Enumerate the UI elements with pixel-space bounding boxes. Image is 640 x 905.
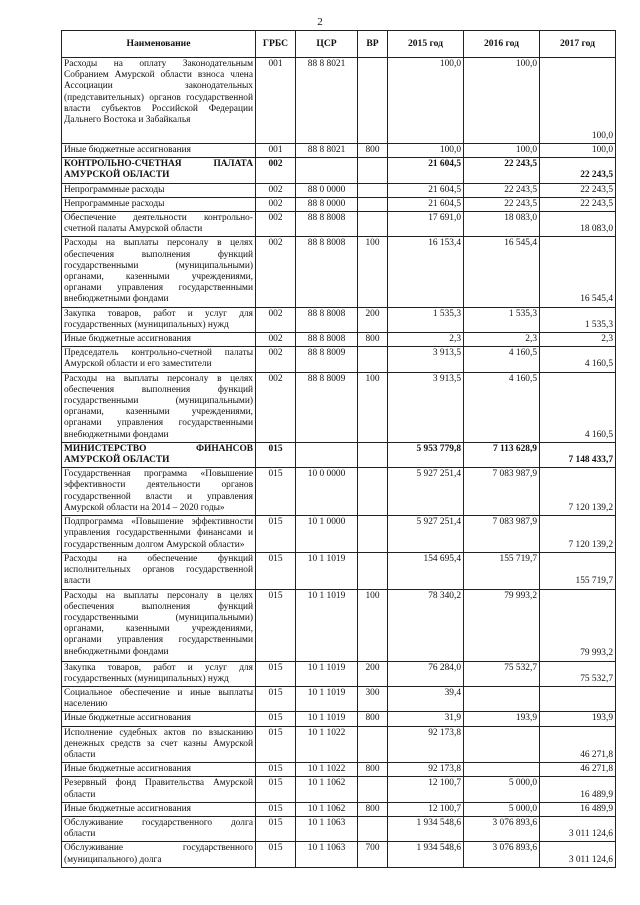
row-vr-cell: 800 [358, 144, 388, 158]
row-2017-cell: 18 083,0 [540, 212, 616, 237]
table-row [62, 686, 616, 711]
row-2015-cell: 1 934 548,6 [388, 816, 464, 841]
row-2015-cell: 76 284,0 [388, 661, 464, 686]
row-grbs-cell: 015 [256, 816, 296, 841]
row-name-cell: Иные бюджетные ассигнования [62, 763, 256, 777]
row-2016-cell [464, 726, 540, 763]
table-header-row [62, 31, 616, 58]
row-grbs-cell: 015 [256, 442, 296, 467]
row-csr-cell [296, 442, 358, 467]
row-2016-cell: 155 719,7 [464, 552, 540, 589]
row-name-cell: Расходы на обеспечение функций исполнительных органов государственной власти [62, 552, 256, 589]
row-2017-cell: 100,0 [540, 58, 616, 144]
row-2015-cell: 12 100,7 [388, 802, 464, 816]
row-2017-cell: 22 243,5 [540, 183, 616, 197]
row-csr-cell: 10 1 0000 [296, 516, 358, 553]
row-name-cell: Исполнение судебных актов по взысканию денежных средств за счет казны Амурской области [62, 726, 256, 763]
row-grbs-cell: 002 [256, 237, 296, 307]
row-2017-cell: 193,9 [540, 712, 616, 726]
row-name-cell: Расходы на выплаты персоналу в целях обеспечения выполнения функций государственными (муниципальными) органами, казенными учреждениями, органами управления государственными внебюджетными фондами [62, 589, 256, 661]
row-2016-cell: 22 243,5 [464, 197, 540, 211]
row-vr-cell [358, 516, 388, 553]
row-grbs-cell: 015 [256, 516, 296, 553]
row-vr-cell [358, 212, 388, 237]
row-2017-cell: 4 160,5 [540, 347, 616, 372]
row-2015-cell: 5 927 251,4 [388, 516, 464, 553]
row-grbs-cell: 001 [256, 144, 296, 158]
row-2016-cell: 2,3 [464, 333, 540, 347]
row-vr-cell [358, 816, 388, 841]
row-2015-cell: 12 100,7 [388, 777, 464, 802]
row-2017-cell: 1 535,3 [540, 307, 616, 332]
row-grbs-cell: 015 [256, 802, 296, 816]
row-2015-cell: 21 604,5 [388, 197, 464, 211]
row-name-cell: Государственная программа «Повышение эффективности деятельности органов государственной власти и управления Амурской области на 2014 – 2020 годы» [62, 468, 256, 516]
row-grbs-cell: 002 [256, 158, 296, 183]
row-vr-cell: 200 [358, 661, 388, 686]
row-2015-cell: 21 604,5 [388, 158, 464, 183]
row-name-cell: Непрограммные расходы [62, 183, 256, 197]
row-vr-cell: 100 [358, 237, 388, 307]
row-2015-cell: 16 153,4 [388, 237, 464, 307]
column-header-2017: 2017 год [540, 31, 616, 58]
table-row [62, 516, 616, 553]
row-csr-cell: 10 1 1063 [296, 842, 358, 867]
row-2017-cell: 2,3 [540, 333, 616, 347]
row-csr-cell: 88 8 8008 [296, 212, 358, 237]
row-name-cell: Иные бюджетные ассигнования [62, 712, 256, 726]
row-grbs-cell: 015 [256, 686, 296, 711]
row-csr-cell: 88 8 8009 [296, 347, 358, 372]
table-row [62, 237, 616, 307]
column-header-2016: 2016 год [464, 31, 540, 58]
row-2016-cell: 7 083 987,9 [464, 468, 540, 516]
row-vr-cell [358, 442, 388, 467]
row-name-cell: Председатель контрольно-счетной палаты Амурской области и его заместители [62, 347, 256, 372]
row-2015-cell: 2,3 [388, 333, 464, 347]
row-2016-cell: 100,0 [464, 144, 540, 158]
row-2016-cell: 18 083,0 [464, 212, 540, 237]
row-name-cell: Подпрограмма «Повышение эффективности управления государственными финансами и государственным долгом Амурской области» [62, 516, 256, 553]
row-csr-cell: 10 0 0000 [296, 468, 358, 516]
row-2015-cell: 31,9 [388, 712, 464, 726]
row-2016-cell: 79 993,2 [464, 589, 540, 661]
row-csr-cell: 88 8 8009 [296, 372, 358, 442]
table-row [62, 802, 616, 816]
row-2016-cell: 1 535,3 [464, 307, 540, 332]
row-2017-cell: 75 532,7 [540, 661, 616, 686]
budget-table [61, 30, 616, 868]
column-header-name: Наименование [62, 31, 256, 58]
row-2016-cell: 5 000,0 [464, 777, 540, 802]
row-2017-cell: 7 120 139,2 [540, 516, 616, 553]
row-vr-cell [358, 197, 388, 211]
row-vr-cell [358, 468, 388, 516]
row-2016-cell [464, 686, 540, 711]
row-name-cell: Обеспечение деятельности контрольно-счетной палаты Амурской области [62, 212, 256, 237]
row-name-cell: КОНТРОЛЬНО-СЧЕТНАЯ ПАЛАТА АМУРСКОЙ ОБЛАСТИ [62, 158, 256, 183]
row-csr-cell: 88 0 0000 [296, 183, 358, 197]
row-2016-cell: 3 076 893,6 [464, 842, 540, 867]
row-grbs-cell: 015 [256, 468, 296, 516]
row-vr-cell [358, 777, 388, 802]
table-row [62, 144, 616, 158]
row-name-cell: Иные бюджетные ассигнования [62, 802, 256, 816]
row-2017-cell [540, 686, 616, 711]
row-2017-cell: 79 993,2 [540, 589, 616, 661]
table-row [62, 589, 616, 661]
row-2015-cell: 17 691,0 [388, 212, 464, 237]
row-2017-cell: 3 011 124,6 [540, 842, 616, 867]
row-2015-cell: 21 604,5 [388, 183, 464, 197]
table-row [62, 442, 616, 467]
row-csr-cell [296, 158, 358, 183]
row-vr-cell: 800 [358, 712, 388, 726]
row-grbs-cell: 002 [256, 347, 296, 372]
row-2015-cell: 3 913,5 [388, 372, 464, 442]
row-2017-cell: 4 160,5 [540, 372, 616, 442]
row-vr-cell: 100 [358, 589, 388, 661]
row-2016-cell: 193,9 [464, 712, 540, 726]
row-grbs-cell: 002 [256, 333, 296, 347]
row-2015-cell: 3 913,5 [388, 347, 464, 372]
row-2017-cell: 7 148 433,7 [540, 442, 616, 467]
row-csr-cell: 10 1 1019 [296, 686, 358, 711]
row-2017-cell: 46 271,8 [540, 763, 616, 777]
row-name-cell: Закупка товаров, работ и услуг для государственных (муниципальных) нужд [62, 307, 256, 332]
row-grbs-cell: 002 [256, 307, 296, 332]
row-name-cell: Обслуживание государственного долга области [62, 816, 256, 841]
row-name-cell: Расходы на выплаты персоналу в целях обеспечения выполнения функций государственными (муниципальными) органами, казенными учреждениями, органами управления государственными внебюджетными фондами [62, 237, 256, 307]
row-2016-cell: 22 243,5 [464, 183, 540, 197]
row-grbs-cell: 015 [256, 726, 296, 763]
row-vr-cell: 200 [358, 307, 388, 332]
column-header-csr: ЦСР [296, 31, 358, 58]
row-name-cell: Расходы на оплату Законодательным Собранием Амурской области взноса члена Ассоциации законодательных (представительных) органов государственной власти субъектов Российской Федерации Дальнего Востока и Забайкалья [62, 58, 256, 144]
row-grbs-cell: 002 [256, 197, 296, 211]
row-csr-cell: 10 1 1062 [296, 802, 358, 816]
row-2016-cell: 100,0 [464, 58, 540, 144]
row-vr-cell [358, 347, 388, 372]
table-row [62, 552, 616, 589]
row-csr-cell: 88 8 8008 [296, 307, 358, 332]
row-name-cell: Резервный фонд Правительства Амурской области [62, 777, 256, 802]
row-csr-cell: 10 1 1063 [296, 816, 358, 841]
table-row [62, 816, 616, 841]
table-row [62, 58, 616, 144]
row-2017-cell: 22 243,5 [540, 197, 616, 211]
row-grbs-cell: 002 [256, 183, 296, 197]
table-row [62, 158, 616, 183]
row-2015-cell: 1 934 548,6 [388, 842, 464, 867]
row-grbs-cell: 001 [256, 58, 296, 144]
row-grbs-cell: 015 [256, 763, 296, 777]
table-row [62, 712, 616, 726]
row-vr-cell: 800 [358, 763, 388, 777]
row-grbs-cell: 015 [256, 552, 296, 589]
row-2017-cell: 155 719,7 [540, 552, 616, 589]
table-row [62, 197, 616, 211]
row-name-cell: Расходы на выплаты персоналу в целях обеспечения выполнения функций государственными (муниципальными) органами, казенными учреждениями, органами управления государственными внебюджетными фондами [62, 372, 256, 442]
row-2015-cell: 5 953 779,8 [388, 442, 464, 467]
row-2015-cell: 5 927 251,4 [388, 468, 464, 516]
row-2016-cell [464, 763, 540, 777]
row-name-cell: Обслуживание государственного (муниципального) долга [62, 842, 256, 867]
row-csr-cell: 10 1 1019 [296, 589, 358, 661]
row-2016-cell: 75 532,7 [464, 661, 540, 686]
row-2016-cell: 5 000,0 [464, 802, 540, 816]
row-2016-cell: 22 243,5 [464, 158, 540, 183]
row-vr-cell [358, 552, 388, 589]
row-csr-cell: 88 8 8021 [296, 58, 358, 144]
row-grbs-cell: 015 [256, 712, 296, 726]
table-row [62, 842, 616, 867]
row-csr-cell: 88 8 8021 [296, 144, 358, 158]
table-row [62, 468, 616, 516]
row-csr-cell: 88 8 8008 [296, 333, 358, 347]
row-grbs-cell: 002 [256, 372, 296, 442]
row-grbs-cell: 015 [256, 777, 296, 802]
row-2015-cell: 100,0 [388, 144, 464, 158]
row-grbs-cell: 015 [256, 661, 296, 686]
row-name-cell: Иные бюджетные ассигнования [62, 333, 256, 347]
row-2017-cell: 16 489,9 [540, 777, 616, 802]
row-vr-cell [358, 58, 388, 144]
row-2017-cell: 22 243,5 [540, 158, 616, 183]
row-csr-cell: 10 1 1062 [296, 777, 358, 802]
table-row [62, 183, 616, 197]
row-vr-cell: 800 [358, 802, 388, 816]
table-row [62, 333, 616, 347]
row-2015-cell: 154 695,4 [388, 552, 464, 589]
row-csr-cell: 10 1 1022 [296, 763, 358, 777]
row-vr-cell: 100 [358, 372, 388, 442]
row-2015-cell: 92 173,8 [388, 726, 464, 763]
row-vr-cell: 700 [358, 842, 388, 867]
column-header-grbs: ГРБС [256, 31, 296, 58]
row-vr-cell: 800 [358, 333, 388, 347]
table-row [62, 347, 616, 372]
table-row [62, 372, 616, 442]
row-grbs-cell: 002 [256, 212, 296, 237]
row-2017-cell: 7 120 139,2 [540, 468, 616, 516]
row-name-cell: Иные бюджетные ассигнования [62, 144, 256, 158]
row-csr-cell: 10 1 1019 [296, 552, 358, 589]
row-2017-cell: 46 271,8 [540, 726, 616, 763]
row-csr-cell: 88 8 8008 [296, 237, 358, 307]
row-name-cell: Социальное обеспечение и иные выплаты населению [62, 686, 256, 711]
row-2016-cell: 4 160,5 [464, 347, 540, 372]
row-csr-cell: 10 1 1019 [296, 712, 358, 726]
row-name-cell: Непрограммные расходы [62, 197, 256, 211]
row-csr-cell: 88 8 0000 [296, 197, 358, 211]
row-vr-cell [358, 183, 388, 197]
row-2017-cell: 100,0 [540, 144, 616, 158]
row-vr-cell [358, 726, 388, 763]
row-2015-cell: 100,0 [388, 58, 464, 144]
column-header-2015: 2015 год [388, 31, 464, 58]
table-row [62, 661, 616, 686]
column-header-vr: ВР [358, 31, 388, 58]
row-2015-cell: 39,4 [388, 686, 464, 711]
row-csr-cell: 10 1 1022 [296, 726, 358, 763]
row-2016-cell: 7 113 628,9 [464, 442, 540, 467]
row-name-cell: МИНИСТЕРСТВО ФИНАНСОВ АМУРСКОЙ ОБЛАСТИ [62, 442, 256, 467]
row-grbs-cell: 015 [256, 589, 296, 661]
row-2015-cell: 92 173,8 [388, 763, 464, 777]
row-2017-cell: 16 489,9 [540, 802, 616, 816]
row-vr-cell [358, 158, 388, 183]
row-2016-cell: 16 545,4 [464, 237, 540, 307]
row-2016-cell: 4 160,5 [464, 372, 540, 442]
table-row [62, 763, 616, 777]
row-2015-cell: 78 340,2 [388, 589, 464, 661]
row-2017-cell: 3 011 124,6 [540, 816, 616, 841]
table-row [62, 777, 616, 802]
table-row [62, 212, 616, 237]
row-2017-cell: 16 545,4 [540, 237, 616, 307]
row-vr-cell: 300 [358, 686, 388, 711]
table-row [62, 726, 616, 763]
row-csr-cell: 10 1 1019 [296, 661, 358, 686]
row-name-cell: Закупка товаров, работ и услуг для государственных (муниципальных) нужд [62, 661, 256, 686]
table-body [62, 58, 616, 868]
row-2016-cell: 7 083 987,9 [464, 516, 540, 553]
row-2016-cell: 3 076 893,6 [464, 816, 540, 841]
table-row [62, 307, 616, 332]
row-2015-cell: 1 535,3 [388, 307, 464, 332]
page-number: 2 [317, 16, 323, 28]
row-grbs-cell: 015 [256, 842, 296, 867]
